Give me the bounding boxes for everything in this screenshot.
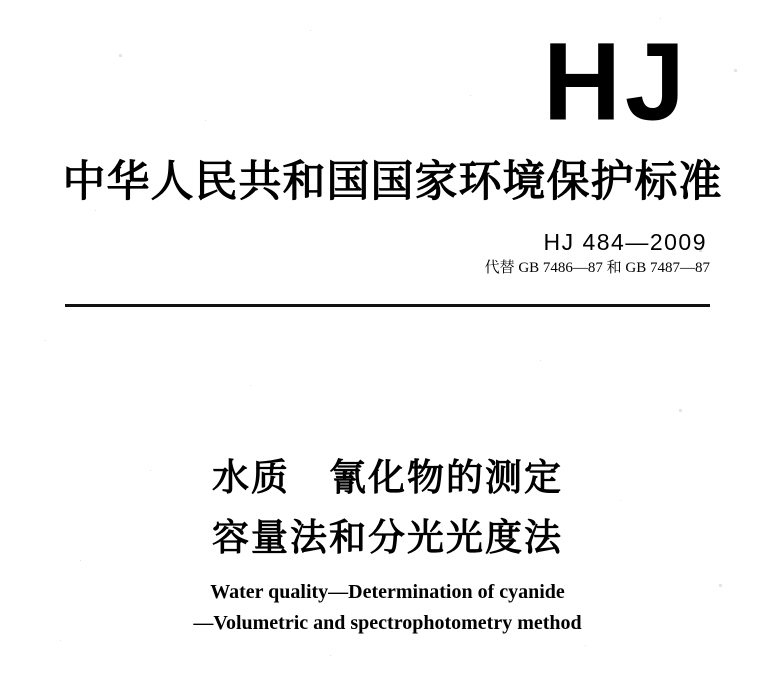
- document-title-en-line1: Water quality—Determination of cyanide: [210, 581, 565, 603]
- replaces-note: 代替 GB 7486—87 和 GB 7487—87: [484, 260, 710, 276]
- standard-number-block: [484, 229, 710, 278]
- document-title-chinese: [0, 448, 775, 568]
- header-divider-rule: [65, 304, 710, 307]
- document-title-english: [0, 577, 775, 639]
- scan-noise: [0, 0, 1, 1]
- document-title-en-line2: —Volumetric and spectrophotometry method: [193, 612, 582, 634]
- national-standard-header: 中华人民共和国国家环境保护标准: [62, 159, 723, 206]
- document-title-cn-line1: 水质 氰化物的测定: [212, 457, 563, 498]
- document-title-cn-line2: 容量法和分光光度法: [212, 517, 563, 558]
- hj-logo: HJ: [542, 19, 689, 144]
- standard-number: HJ 484—2009: [543, 229, 707, 255]
